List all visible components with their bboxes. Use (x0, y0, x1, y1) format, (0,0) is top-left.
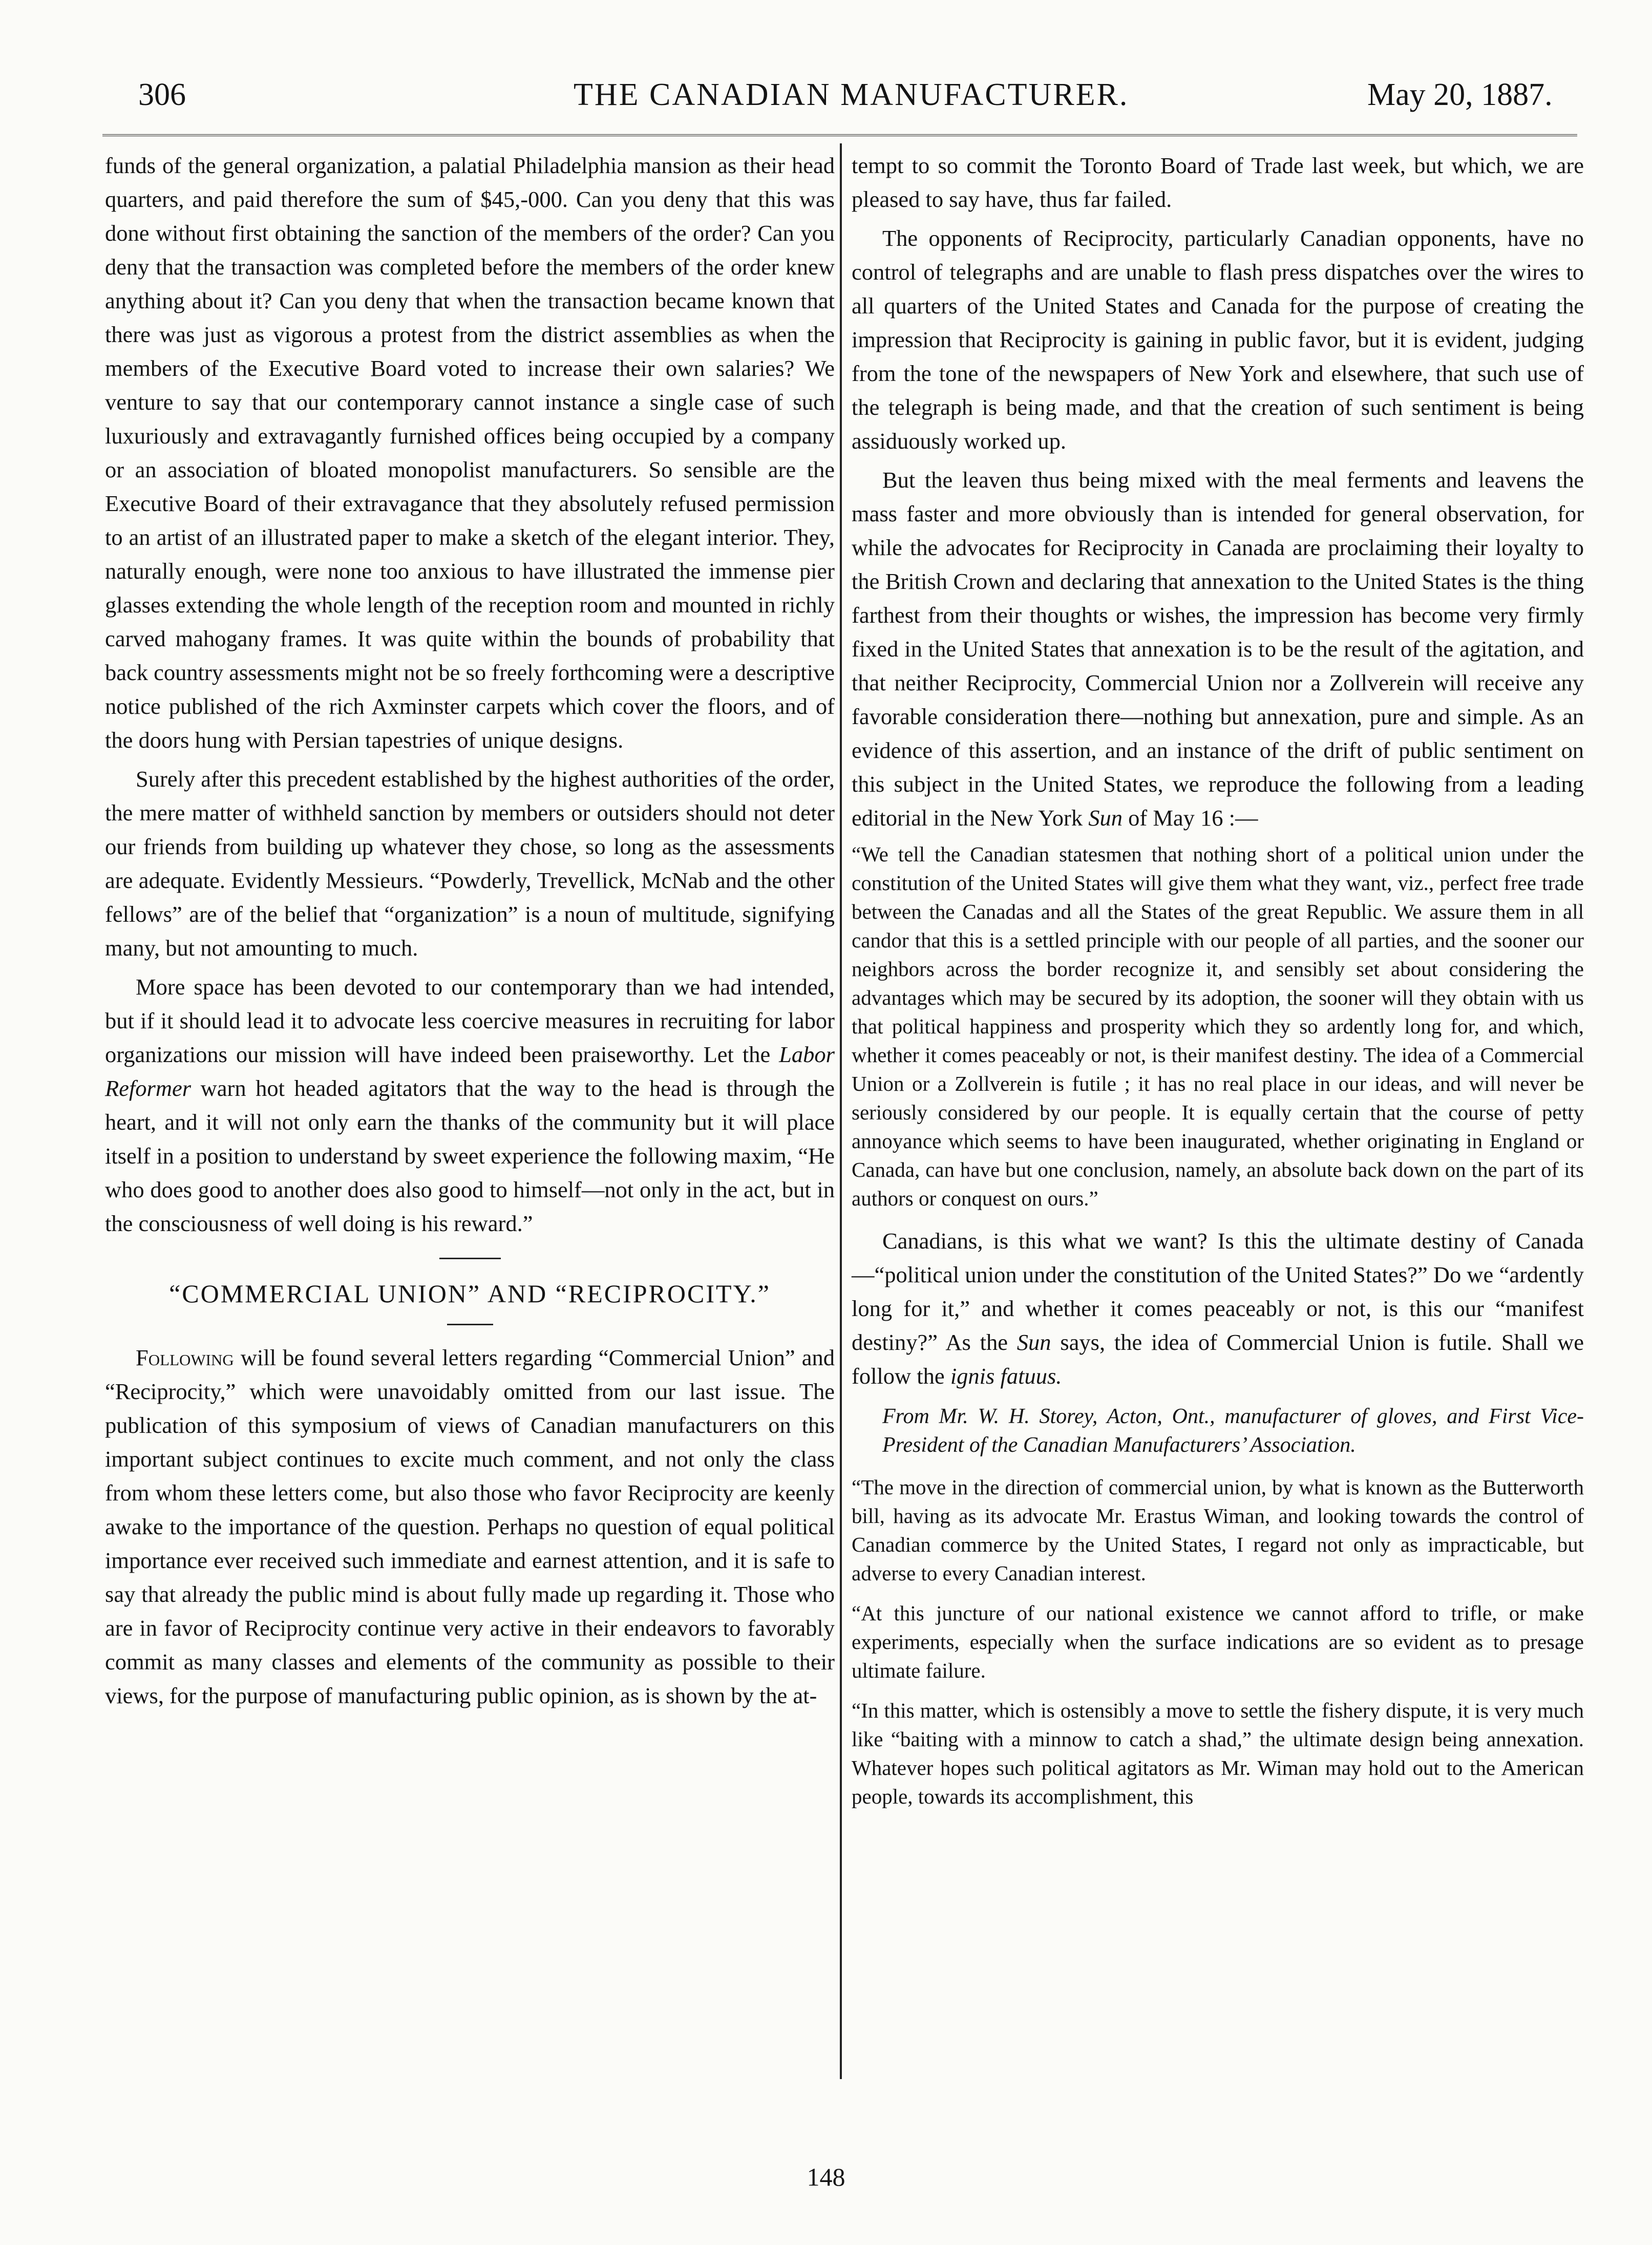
italic-title: Sun (1016, 1329, 1051, 1355)
paragraph: tempt to so commit the Toronto Board of Trade last week, but which, we are pleased to say have, thus far failed. (852, 153, 1584, 212)
paragraph (105, 1341, 835, 1712)
italic-phrase: ignis fatuus. (950, 1363, 1062, 1389)
left-column (105, 149, 835, 1718)
masthead-title: THE CANADIAN MANUFACTURER. (574, 77, 1129, 112)
heading-underline (447, 1324, 493, 1325)
text-run: Canadians, is this what we want? Is this the ultimate destiny of Canada—“political union under the constitution of the United States?” Do we “ardently long for it,” and whether it comes peaceably or not, is this our “manifest destiny?” As the (852, 1228, 1584, 1355)
text-run: of May 16 :— (1122, 805, 1258, 831)
paragraph: The opponents of Reciprocity, particularly Canadian opponents, have no control of telegraphs and are unable to flash press dispatches over the wires to all quarters of the United States and Canada for the purpose of creating the impression that Reciprocity is gaining in public favor, but it is evident, judging from the tone of the newspapers of New York and elsewhere, that such use of the telegraph is being made, and that the creation of such sentiment is being assiduously worked up. (852, 225, 1584, 454)
section-separator (439, 1258, 501, 1259)
italic-title: Sun (1088, 805, 1123, 831)
paragraph: Surely after this precedent established by the highest authorities of the order, the mere matter of withheld sanction by members or outsiders should not deter our friends from building up whatever they chose, so long as the assessments are adequate. Evidently Messieurs. “Powderly, Trevellick, McNab and the other fellows” are of the belief that “organization” is a noun of multitude, signifying many, but not amounting to much. (105, 766, 835, 961)
section-heading: “COMMERCIAL UNION” AND “RECIPROCITY.” (169, 1279, 771, 1308)
paragraph: funds of the general organization, a palatial Philadelphia mansion as their head quarters, and paid therefore the sum of $45,-000. Can you deny that this was done without first obtaining the sanction of the members of the order? Can you deny that the transaction was completed before the members of the order knew anything about it? Can you deny that when the transaction became known that there was just as vigorous a protest from the district assemblies as when the members of the Executive Board voted to increase their own salaries? We venture to say that our contemporary cannot instance a single case of such luxuriously and extravagantly furnished offices being occupied by a company or an association of bloated monopolist manufacturers. So sensible are the Executive Board of their extravagance that they absolutely refused permission to an artist of an illustrated paper to make a sketch of the elegant interior. They, naturally enough, were none too anxious to have illustrated the immense pier glasses extending the whole length of the reception room and mounted in richly carved mahogany frames. It was quite within the bounds of probability that back country assessments might not be so freely forthcoming were a descriptive notice published of the rich Axminster carpets which cover the floors, and of the doors hung with Persian tapestries of unique designs. (105, 153, 835, 753)
text-run: More space has been devoted to our contemporary than we had intended, but if it should lead it to advocate less coercive measures in recruiting for labor organizations our mission will have indeed been praiseworthy. Let the (105, 974, 835, 1067)
paragraph (852, 1224, 1584, 1393)
paragraph (852, 463, 1584, 835)
text-run: says, the idea of Commercial Union is futile. Shall we follow the (852, 1329, 1584, 1389)
letter-paragraph: “The move in the direction of commercial union, by what is known as the Butterworth bill, having as its advocate Mr. Erastus Wiman, and looking towards the control of Canadian commerce by the United States, I regard not only as impracticable, but adverse to every Canadian interest. (852, 1475, 1584, 1585)
lead-word: Following (136, 1345, 234, 1370)
folio-number: 148 (807, 2163, 845, 2191)
header-rule (102, 134, 1577, 139)
text-run: But the leaven thus being mixed with the meal ferments and leavens the mass faster and more obviously than is intended for general observation, for while the advocates for Reciprocity in Canada are proclaiming their loyalty to the British Crown and declaring that annexation to the United States is the thing farthest from their thoughts or wishes, the impression has become very firmly fixed in the United States that annexation is to be the result of the agitation, and that neither Reciprocity, Commercial Union nor a Zollverein will receive any favorable consideration there—nothing but annexation, pure and simple. As an evidence of this assertion, and an instance of the drift of public sentiment on this subject in the United States, we reproduce the following from a leading editorial in the New York (852, 467, 1584, 831)
block-quote: “We tell the Canadian statesmen that nothing short of a political union under the constitution of the United States will give them what they want, viz., perfect free trade between the Canadas and all the States of the great Republic. We assure them in all candor that this is a settled principle with our people of all parties, and the sooner our neighbors across the border recognize it, and sensibly set about considering the advantages which may be secured by its adoption, the sooner will they obtain with us that political happiness and prosperity which they so ardently long for, and which, whether it comes peaceably or not, is their manifest destiny. The idea of a Commercial Union or a Zollverein is futile ; it has no real place in our ideas, and will never be seriously considered by our people. It is equally certain that the course of petty annoyance which seems to have been inaugurated, whether originating in England or Canada, can have but one conclusion, namely, an absolute back down on the part of its authors or conquest on ours.” (852, 842, 1584, 1210)
page-header (0, 77, 1652, 123)
right-column (852, 149, 1584, 1822)
letter-paragraph: “In this matter, which is ostensibly a move to settle the fishery dispute, it is very much like “baiting with a minnow to catch a shad,” the ultimate design being annexation. Whatever hopes such political agitators as Mr. Wiman may hold out to the American people, towards its accomplishment, this (852, 1699, 1584, 1808)
paragraph (105, 970, 835, 1240)
text-run: will be found several letters regarding “Commercial Union” and “Reciprocity,” which were unavoidably omitted from our last issue. The publication of this symposium of views of Canadian manufacturers on this important subject continues to excite much comment, and not only the class from whom these letters come, but also those who favor Reciprocity are keenly awake to the importance of the question. Perhaps no question of equal political importance ever received such immediate and earnest attention, and it is safe to say that already the public mind is about fully made up regarding it. Those who are in favor of Reciprocity continue very active in their endeavors to favorably commit as many classes and elements of the community as possible to their views, for the purpose of manufacturing public opinion, as is shown by the at- (105, 1345, 835, 1708)
column-divider (840, 143, 842, 2079)
letter-attribution: From Mr. W. H. Storey, Acton, Ont., manufacturer of gloves, and First Vice-President of the Canadian Manufacturers’ Association. (882, 1405, 1584, 1457)
text-run: warn hot headed agitators that the way to the head is through the heart, and it will not only earn the thanks of the community but it will place itself in a position to understand by sweet experience the following maxim, “He who does good to another does also good to himself—not only in the act, but in the consciousness of well doing is his reward.” (105, 1075, 835, 1236)
issue-date: May 20, 1887. (1367, 77, 1553, 112)
letter-paragraph: “At this juncture of our national existence we cannot afford to trifle, or make experiments, especially when the surface indications are so evident as to presage ultimate failure. (852, 1601, 1584, 1682)
page-number: 306 (138, 77, 186, 112)
italic-title: Labor Reformer (105, 1042, 835, 1101)
